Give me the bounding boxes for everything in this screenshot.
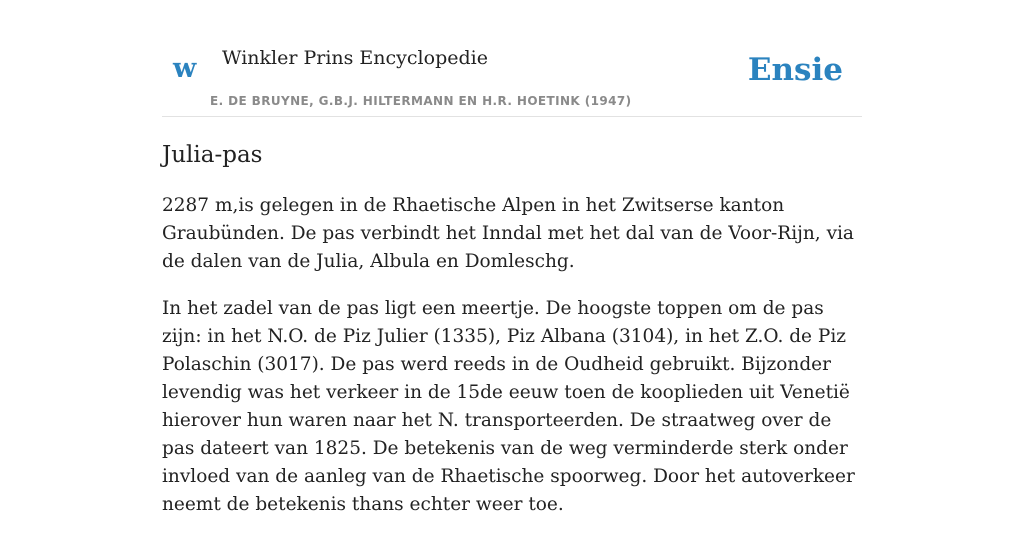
entry-card — [162, 0, 862, 515]
source-authors: E. DE BRUYNE, G.B.J. HILTERMANN EN H.R. HOETINK (1947) — [210, 94, 632, 108]
entry-body — [162, 192, 862, 538]
ensie-logo[interactable]: Ensie — [747, 52, 843, 88]
entry-paragraph: In het zadel van de pas ligt een meertje. De hoogste toppen om de pas zijn: in het N.O. de Piz Julier (1335), Piz Albana (3104), in het Z.O. de Piz Polaschin (3017). De pas werd reeds in de Oudheid gebruikt. Bijzonder levendig was het verkeer in de 15de eeuw toen de kooplieden uit Venetië hierover hun waren naar het N. transporteerden. De straatweg over de pas dateert van 1825. De betekenis van de weg verminderde sterk onder invloed van de aanleg van de Rhaetische spoorweg. Door het autoverkeer neemt de betekenis thans echter weer toe. — [162, 298, 855, 515]
source-header — [162, 0, 862, 117]
entry-title: Julia-pas — [162, 142, 263, 168]
entry-paragraph: 2287 m,is gelegen in de Rhaetische Alpen in het Zwitserse kanton Graubünden. De pas verbindt het Inndal met het dal van de Voor-Rijn, via de dalen van de Julia, Albula en Domleschg. — [162, 195, 854, 272]
winkler-prins-logo[interactable]: w — [173, 53, 197, 84]
source-title[interactable]: Winkler Prins Encyclopedie — [222, 47, 488, 69]
